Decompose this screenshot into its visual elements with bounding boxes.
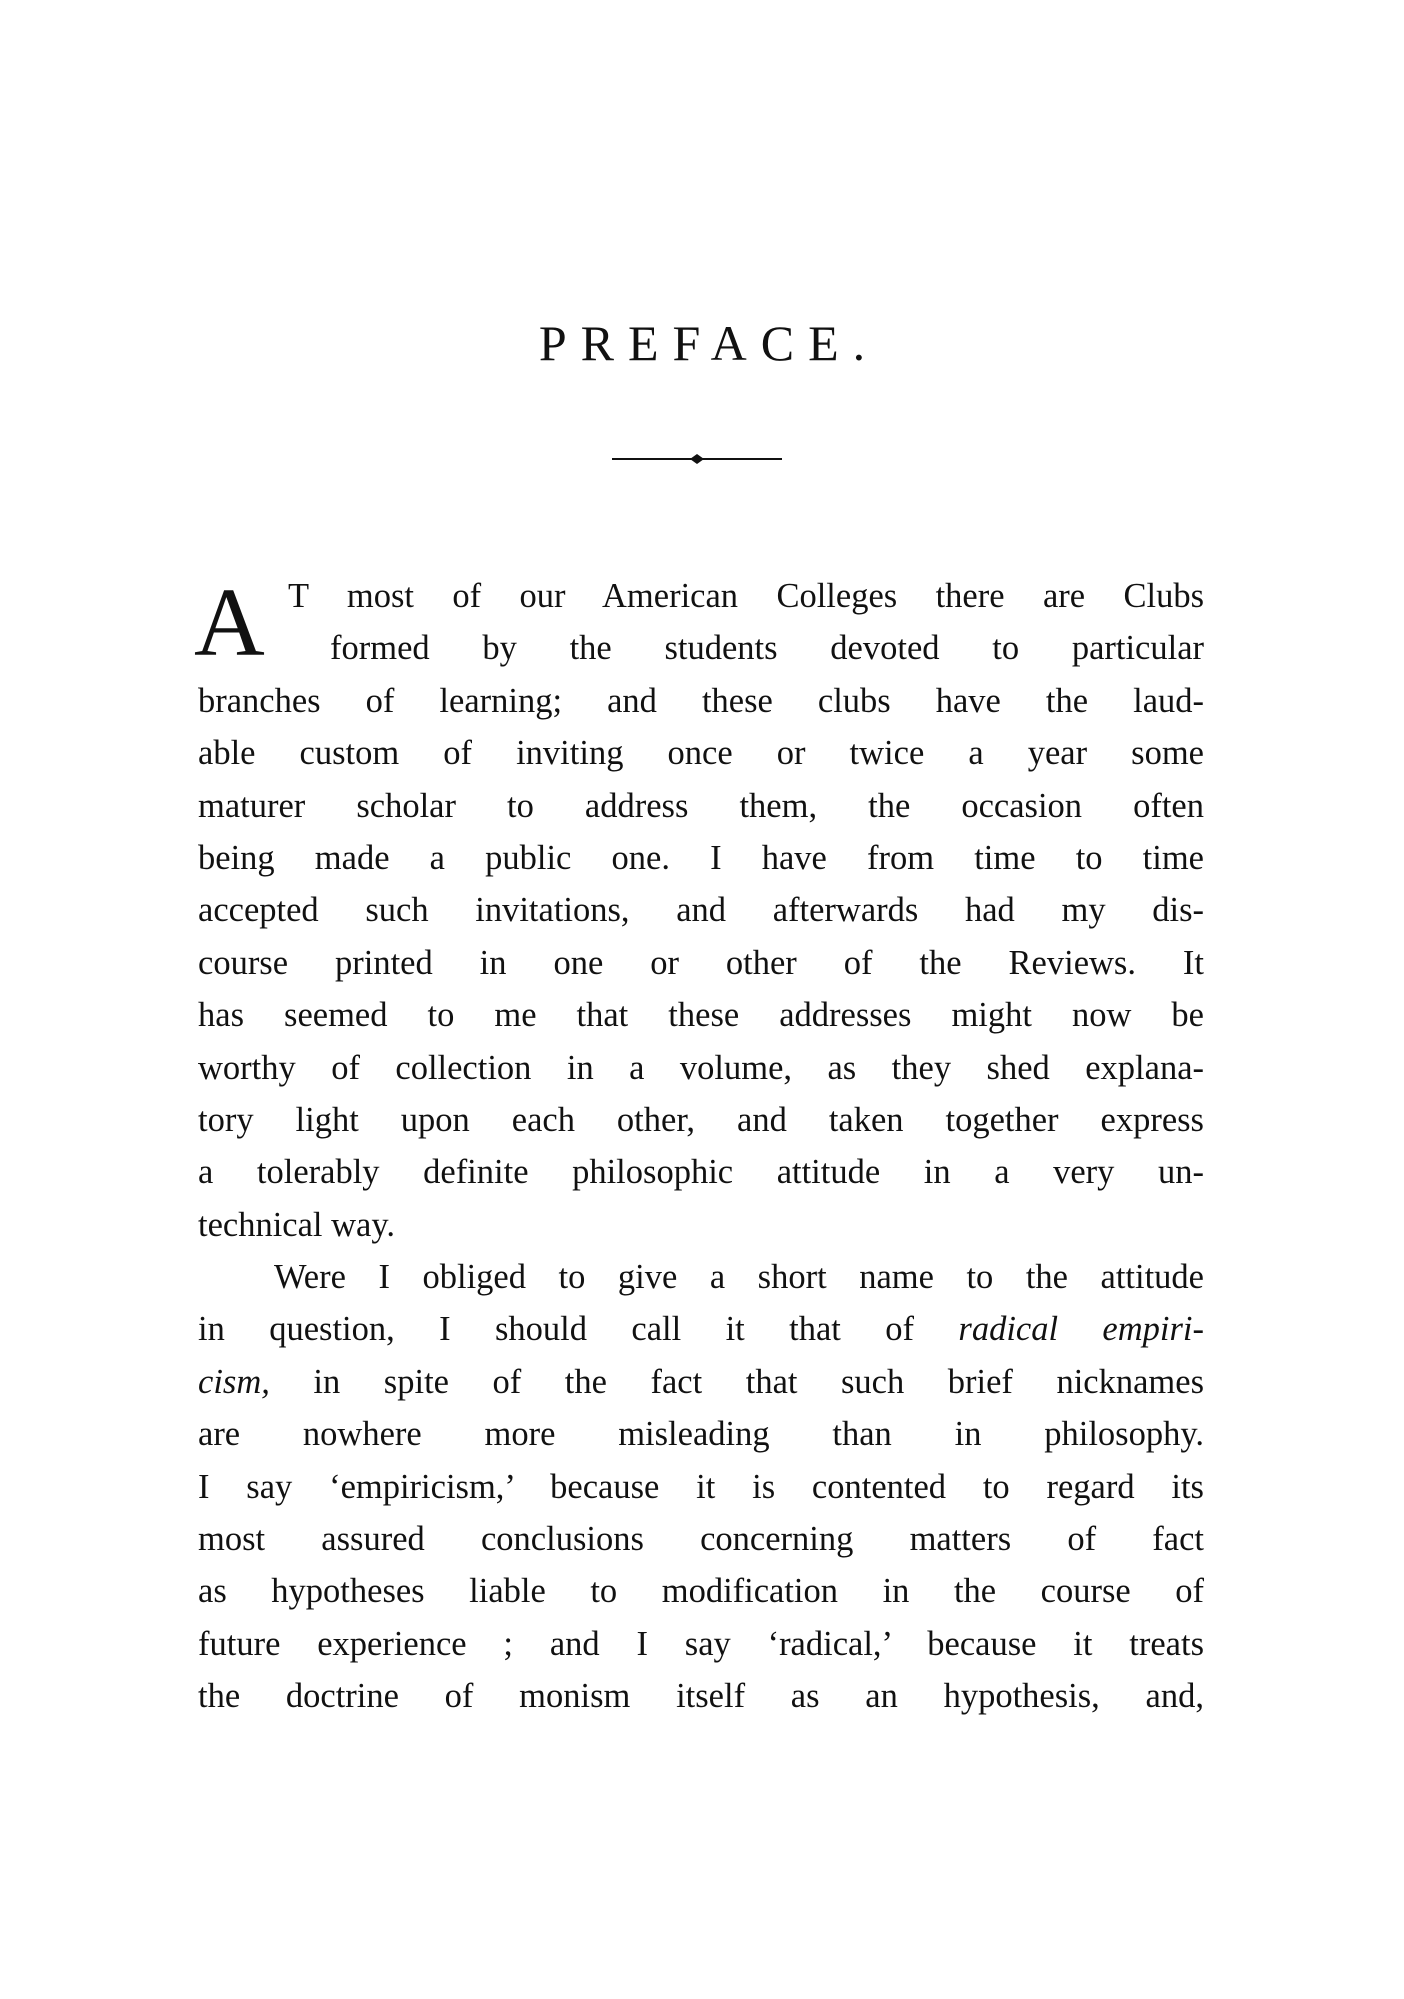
- text-line: are nowhere more misleading than in philosophy.: [198, 1415, 1204, 1454]
- page-title: PREFACE.: [538, 315, 880, 371]
- text-line: able custom of inviting once or twice a year some: [198, 734, 1204, 773]
- text-line: a tolerably definite philosophic attitude in a very un-: [198, 1153, 1204, 1192]
- text-line: maturer scholar to address them, the occasion often: [198, 786, 1204, 825]
- drop-cap: A: [194, 569, 265, 677]
- text-line: future experience ; and I say ‘radical,’ because it treats: [198, 1624, 1204, 1663]
- text-line: Were I obliged to give a short name to the attitude: [274, 1258, 1204, 1297]
- text-run: in spite of the fact that such brief nicknames: [313, 1362, 1204, 1401]
- text-line: [198, 1303, 1204, 1355]
- paragraph-1: [194, 569, 1204, 1251]
- text-line: most assured conclusions concerning matters of fact: [198, 1520, 1204, 1559]
- italic-phrase: radical empiri-: [958, 1310, 1204, 1349]
- text-line: the doctrine of monism itself as an hypothesis, and,: [198, 1677, 1204, 1716]
- text-line: worthy of collection in a volume, as they shed explana-: [198, 1048, 1204, 1087]
- text-line: I say ‘empiricism,’ because it is contented to regard its: [198, 1467, 1204, 1506]
- text-line: [198, 1356, 1204, 1408]
- text-line: has seemed to me that these addresses might now be: [198, 996, 1204, 1035]
- text-line: course printed in one or other of the Reviews. It: [198, 943, 1204, 982]
- text-line: accepted such invitations, and afterwards had my dis-: [198, 891, 1204, 930]
- italic-phrase: cism,: [198, 1362, 270, 1401]
- paragraph-2: [198, 1251, 1204, 1723]
- text-line: technical way.: [198, 1205, 395, 1244]
- text-line: T most of our American Colleges there are Clubs: [288, 577, 1204, 615]
- body-text: [194, 569, 1204, 1723]
- ornament-divider: [612, 452, 782, 466]
- text-line: being made a public one. I have from time to time: [198, 838, 1204, 877]
- text-line: as hypotheses liable to modification in the course of: [198, 1572, 1204, 1611]
- text-line: branches of learning; and these clubs have the laud-: [198, 681, 1204, 720]
- text-line: formed by the students devoted to particular: [330, 629, 1204, 668]
- text-line: tory light upon each other, and taken together express: [198, 1100, 1204, 1139]
- text-run: in question, I should call it that of: [198, 1310, 914, 1349]
